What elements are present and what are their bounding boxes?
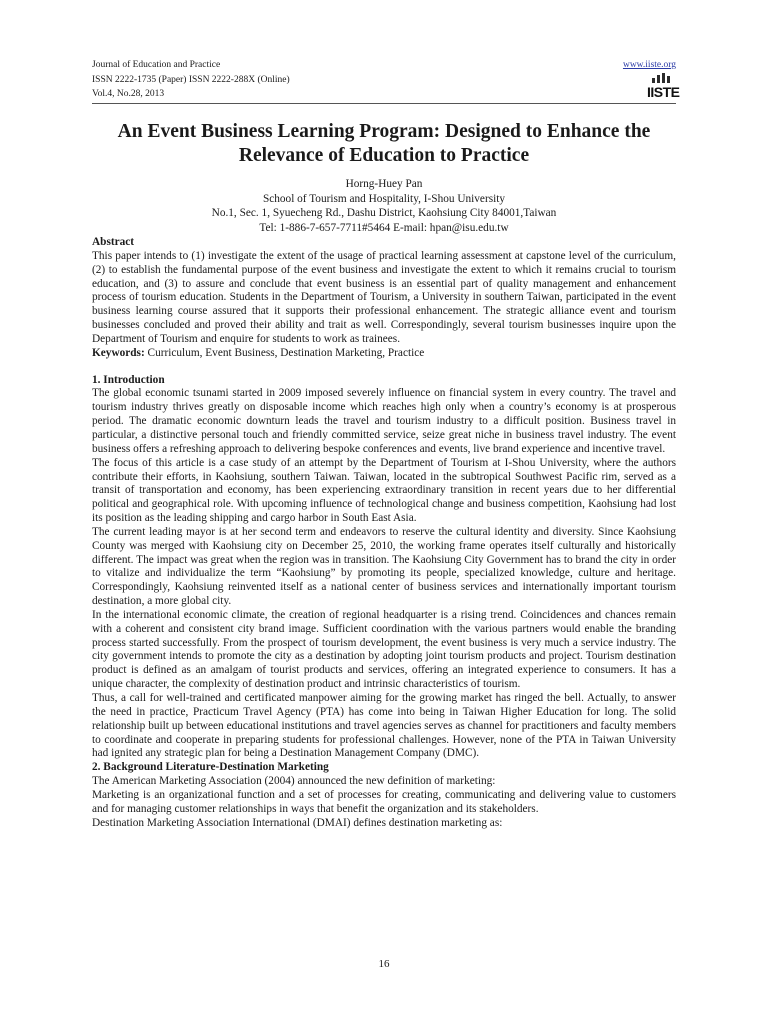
author-contact: Tel: 1-886-7-657-7711#5464 E-mail: hpan@isu.edu.tw [259,221,509,234]
section-1-paragraph: The current leading mayor is at her second term and endeavors to reserve the cultural identity and diversity. Since Kaohsiung County was merged with Kaohsiung city on December 25, 2010, the working frame operates itself culturally and historically different. The impact was great when the region was in transition. The Kaohsiung City Government has to brand the city in order to vitalize and individualize the term “Kaohsiung” by promoting its people, specialized knowledge, culture and heritage. Correspondingly, Kaohsiung reinvented itself as a national center of business services and internationally important tourism destination, a more global city. [92,525,676,608]
paper-title [92,120,676,168]
keywords [92,347,676,361]
website-link[interactable]: www.iiste.org [622,60,676,70]
section-2-heading: 2. Background Literature-Destination Marketing [92,761,329,774]
journal-issn: ISSN 2222-1735 (Paper) ISSN 2222-288X (Online) [92,74,290,85]
section-2-paragraph: The American Marketing Association (2004) announced the new definition of marketing: [92,775,496,788]
title-line-1: An Event Business Learning Program: Designed to Enhance the [117,121,651,142]
logo-text: IISTE [647,84,680,100]
author-affiliation: School of Tourism and Hospitality, I-Shou University [262,192,506,205]
author-block [92,177,676,235]
section-1-heading: 1. Introduction [92,373,165,386]
abstract-heading: Abstract [92,236,135,248]
section-1-paragraph: Thus, a call for well-trained and certificated manpower aiming for the growing market has ringed the bell. Actually, to answer the need in practice, Practicum Travel Agency (PTA) has come into being in Taiwan Higher Education for long. The solid relationship built up between educational institutions and travel agencies serves as channel for practitioners and faculty members to coordinate and cooperate in preparing students for professional challenges. However, none of the PTA in Taiwan University had ignited any strategic plan for being a Destination Management Company (DMC). [92,692,676,760]
section-1-paragraph: The global economic tsunami started in 2009 imposed severely influence on financial system in every country. The travel and tourism industry thrives greatly on disposable income which reaches high only when a country’s economy is at prosperous period. The dramatic economic downturn leads the travel and tourism industry to a difficult position. Business travel in particular, a distinctive personal touch and friendly committed service, seize great niche in business travel industry. The event business offers a refreshing approach to delivering bespoke conferences and events, live brand experience and incentive travel. [92,387,676,455]
section-2-paragraph: Destination Marketing Association International (DMAI) defines destination marketing as: [92,816,503,829]
abstract-text: This paper intends to (1) investigate the extent of the usage of practical learning assessment at capstone level of the curriculum, (2) to establish the fundamental purpose of the event business and investigate the extent to which it remains crucial to tourism education, and (3) to assure and conclude that event business is an essential part of quality management and enhancement process of tourism education. Students in the Department of Tourism, a University in southern Taiwan, participated in the event business learning course assured that it supports their professional enhancement. The strategic alliance event and tourism businesses concluded and proved their ability and trait as well. Correspondingly, several tourism businesses inquire upon the Department of Tourism and enquire for students to work as trainees. [92,249,676,345]
section-1-paragraph: The focus of this article is a case study of an attempt by the Department of Tourism at I-Shou University, where the authors contribute their efforts, in Kaohsiung, southern Taiwan. Taiwan, located in the subtropical Southwest Pacific rim, served as a transit of transportation and economy, has been experiencing extraordinary transition in recent years due to her differential political and geographical role. With upcoming influence of technological change and business competition, Kaohsiung had lost its position as the leading shipping and cargo harbor in South East Asia. [92,456,676,525]
journal-header [92,58,290,102]
section-2-paragraph: Marketing is an organizational function and a set of processes for creating, communicating and delivering value to customers and for managing customer relationships in ways that benefit the organization and its stakeholders. [92,788,676,815]
journal-website [623,58,676,73]
author-name: Horng-Huey Pan [345,178,423,190]
logo-bars-icon [652,73,670,83]
header-divider [92,103,676,104]
author-address: No.1, Sec. 1, Syuecheng Rd., Dashu District, Kaohsiung City 84001,Taiwan [211,207,557,219]
title-line-2: Relevance of Education to Practice [238,145,530,166]
keywords-text: Curriculum, Event Business, Destination Marketing, Practice [144,346,425,359]
journal-name: Journal of Education and Practice [92,60,221,70]
page-number: 16 [378,958,390,970]
paper-body [92,236,676,830]
iiste-logo [647,73,680,101]
section-1-paragraph: In the international economic climate, the creation of regional headquarter is a rising trend. Coincidences and chances remain with a coherent and consistent city brand image. Sufficient coordination with the various partners would enable the branding process started successfully. From the prospect of tourism development, the event business is very much a service industry. The city government intends to promote the city as a destination by adopting joint tourism products and project. Tourism destination product is defined as an amalgam of tourist products and services, offering an integrated experience to consumers. It has a unique character, the complexity of destination product and intrinsic characteristics of tourism. [92,608,676,691]
journal-volume: Vol.4, No.28, 2013 [92,89,165,99]
keywords-label: Keywords: [92,346,145,359]
